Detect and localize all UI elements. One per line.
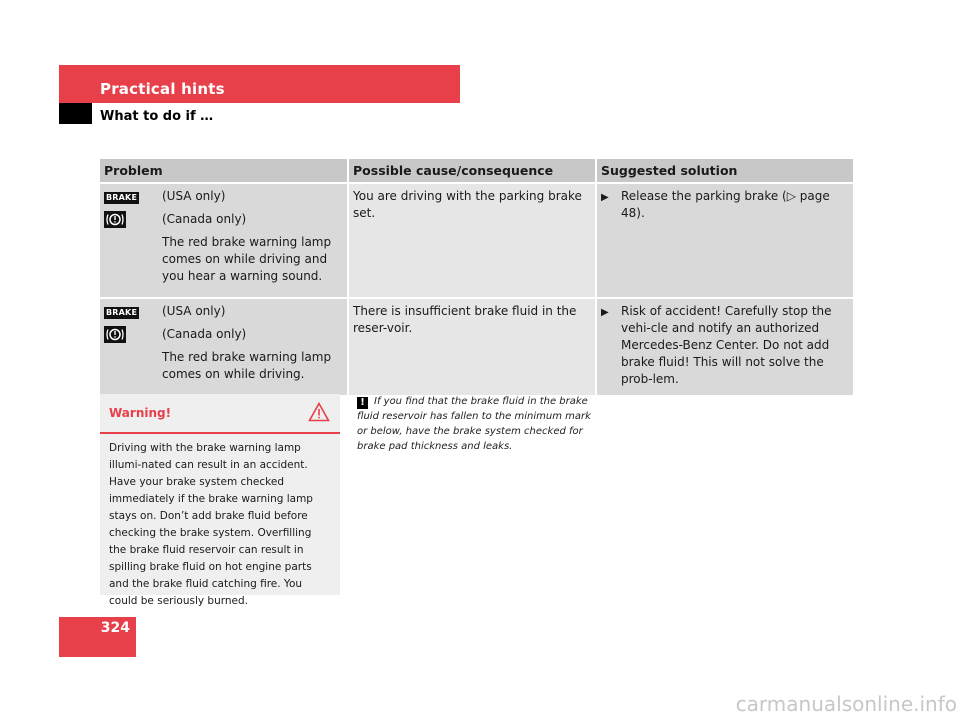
problem-text: The red brake warning lamp comes on while driving and you hear a warning sound.: [162, 235, 332, 283]
problem-cell: [100, 183, 348, 298]
section-title: Practical hints: [100, 80, 225, 98]
table-header-row: [100, 159, 853, 183]
warning-title: Warning!: [109, 406, 172, 420]
page-number: 324: [100, 620, 130, 636]
problem-text: The red brake warning lamp comes on while driving.: [162, 350, 332, 381]
problem-line: [104, 188, 343, 205]
column-header-solution: Suggested solution: [596, 159, 853, 183]
section-tab-marker: [59, 103, 92, 124]
subsection-title: What to do if …: [100, 109, 214, 124]
cause-cell: There is insufficient brake fluid in the reser-voir.: [348, 298, 596, 395]
problem-line: [104, 349, 343, 383]
cause-cell: You are driving with the parking brake set.: [348, 183, 596, 298]
problem-text: (Canada only): [162, 212, 247, 226]
note-exclamation-icon: !: [357, 397, 368, 409]
note: [357, 394, 602, 454]
solution-text: Release the parking brake (▷ page 48).: [621, 189, 830, 220]
brake-icon: BRAKE: [106, 193, 138, 202]
problem-text: (USA only): [162, 304, 226, 318]
column-header-problem: Problem: [100, 159, 348, 183]
troubleshooting-table: [100, 159, 853, 395]
solution-cell: [596, 298, 853, 395]
note-text: If you find that the brake fluid in the brake fluid reservoir has fallen to the minimum mark or below, have the brake system checked for brake pad thickness and leaks.: [357, 396, 591, 452]
warning-text: Driving with the brake warning lamp illumi-nated can result in an accident. Have your brake system checked immediately if the brake warning lamp stays on. Don’t add brake fluid before checking the brake system. Overfilling the brake fluid reservoir can result in spilling brake fluid on hot engine parts and the brake fluid catching fire. You could be seriously burned.: [109, 442, 313, 607]
bullet-arrow-icon: ▶: [601, 307, 609, 318]
problem-line: [104, 211, 343, 228]
brake-icon: BRAKE: [106, 308, 138, 317]
watermark: carmanualsonline.info: [735, 692, 957, 716]
table-row: [100, 183, 853, 298]
solution-text: Risk of accident! Carefully stop the vehi-cle and notify an authorized Mercedes-Benz Center. Do not add brake fluid! This will not solve the prob-lem.: [621, 304, 832, 386]
problem-line: [104, 326, 343, 343]
problem-cell: [100, 298, 348, 395]
warning-box: [100, 394, 340, 607]
solution-cell: [596, 183, 853, 298]
brake-circle-icon: [104, 211, 162, 228]
problem-line: [104, 303, 343, 320]
page-number-box: [59, 617, 136, 657]
brake-circle-icon: [104, 326, 162, 343]
problem-text: (USA only): [162, 189, 226, 203]
bullet-arrow-icon: ▶: [601, 192, 609, 203]
column-header-cause: Possible cause/consequence: [348, 159, 596, 183]
problem-text: (Canada only): [162, 327, 247, 341]
warning-triangle-icon: [308, 402, 330, 426]
table-row: [100, 298, 853, 395]
problem-line: [104, 234, 343, 285]
